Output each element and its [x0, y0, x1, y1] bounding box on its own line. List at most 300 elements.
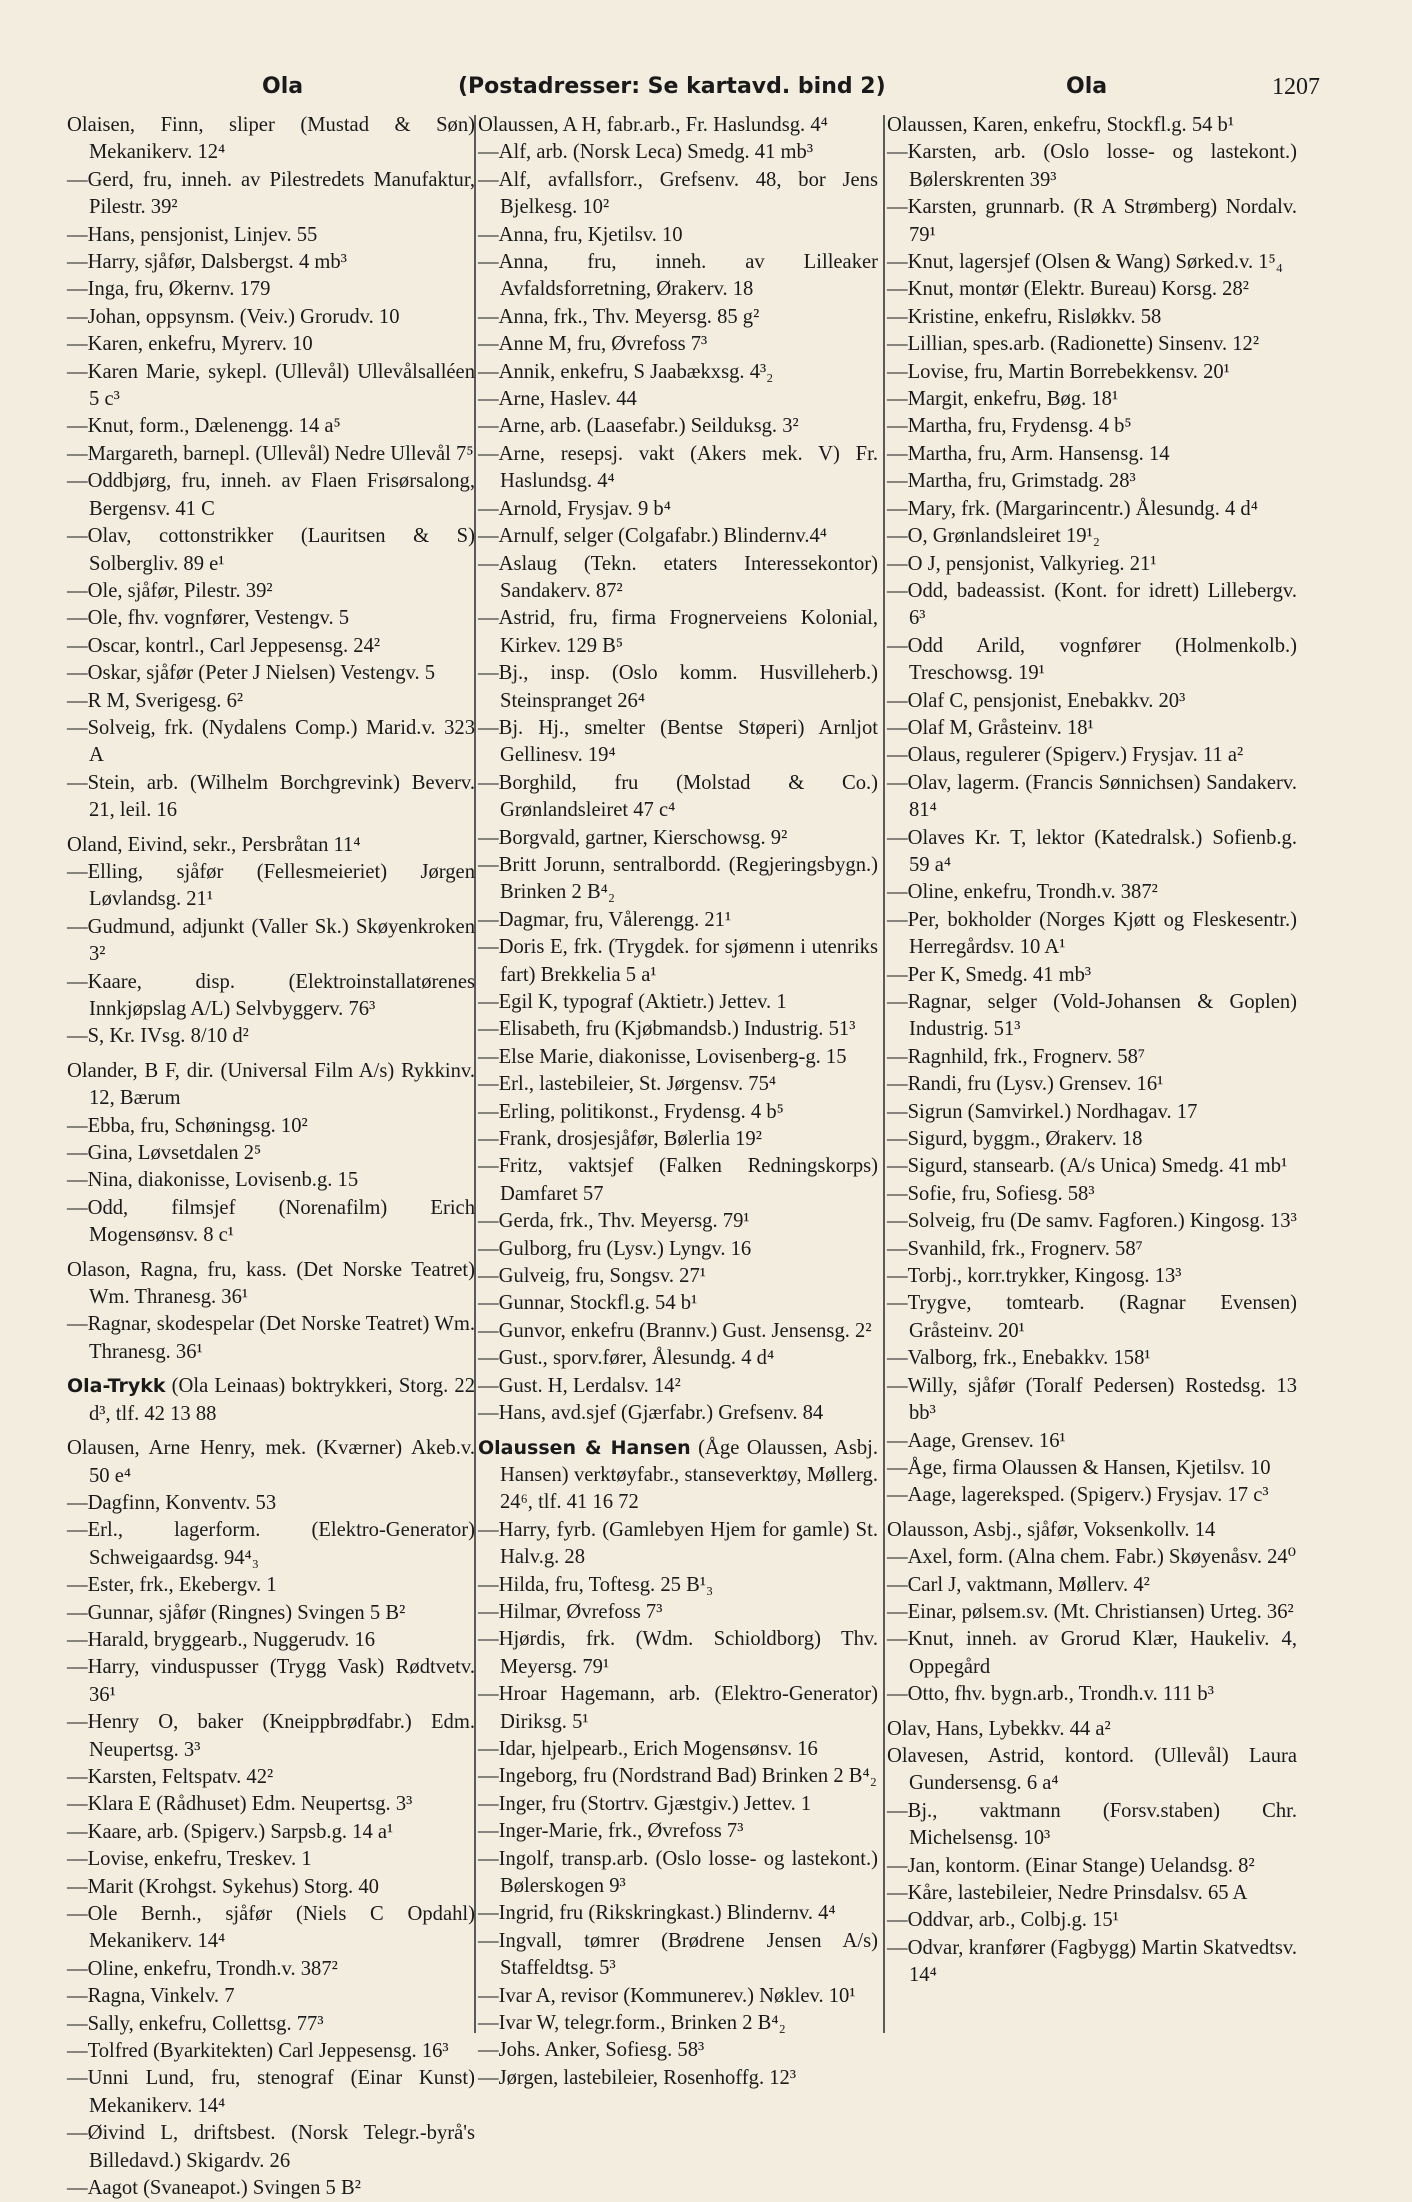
directory-entry: [67, 1846, 475, 1873]
directory-entry: [67, 276, 475, 303]
entry-text: —Ebba, fru, Schøningsg. 10²: [67, 1114, 308, 1137]
entry-text: —Hjørdis, frk. (Wdm. Schioldborg) Thv. Meyersg. 79¹: [478, 1628, 878, 1678]
entry-text: —Jan, kontorm. (Einar Stange) Uelandsg. 8²: [887, 1854, 1255, 1877]
directory-entry: [887, 633, 1297, 688]
entry-text: —Tolfred (Byarkitekten) Carl Jeppesensg. 16³: [67, 2040, 449, 2063]
entry-text: —Per K, Smedg. 41 mb³: [887, 963, 1092, 986]
directory-entry: [478, 1736, 878, 1763]
firm-name: Ola-Trykk: [67, 1375, 166, 1398]
entry-text: —Sigurd, stansearb. (A/s Unica) Smedg. 41 mb¹: [887, 1155, 1288, 1178]
directory-entry: [67, 2065, 475, 2120]
directory-entry: [67, 633, 475, 660]
entry-text: —Martha, fru, Arm. Hansensg. 14: [887, 442, 1170, 465]
directory-entry: [478, 413, 878, 440]
directory-entry: [67, 1167, 475, 1194]
directory-entry: [478, 2037, 878, 2064]
directory-entry: [887, 770, 1297, 825]
directory-entry: [887, 1181, 1297, 1208]
entry-text: —Aage, Grensev. 16¹: [887, 1429, 1066, 1452]
entry-text: —Inger-Marie, frk., Øvrefoss 7³: [478, 1820, 744, 1843]
entry-text: —Gunvor, enkefru (Brannv.) Gust. Jensensg. 2²: [478, 1319, 872, 1342]
directory-entry: [67, 832, 475, 859]
directory-entry: [478, 112, 878, 139]
entry-text: —O J, pensjonist, Valkyrieg. 21¹: [887, 552, 1157, 575]
entry-text: Olav, Hans, Lybekkv. 44 a²: [887, 1717, 1111, 1740]
entry-text: —Martha, fru, Grimstadg. 28³: [887, 470, 1136, 493]
directory-entry: [887, 331, 1297, 358]
entry-text: —Aagot (Svaneapot.) Svingen 5 B²: [67, 2177, 361, 2200]
directory-entry: [478, 989, 878, 1016]
directory-entry: [478, 249, 878, 304]
directory-entry: [478, 496, 878, 523]
entry-text: —Ole Bernh., sjåfør (Niels C Opdahl) Mekanikerv. 14⁴: [67, 1903, 475, 1953]
entry-text: Olausen, Arne Henry, mek. (Kværner) Akeb.v. 50 e⁴: [67, 1437, 475, 1487]
directory-entry: [67, 715, 475, 770]
entry-text: —Odd, filmsjef (Norenafilm) Erich Mogensønsv. 8 c¹: [67, 1196, 475, 1247]
directory-entry: [887, 1345, 1297, 1372]
entry-text: —Gudmund, adjunkt (Valler Sk.) Skøyenkroken 3²: [67, 915, 475, 966]
entry-text: —Odd, badeassist. (Kont. for idrett) Lillebergv. 6³: [887, 579, 1297, 630]
entry-text: —Unni Lund, fru, stenograf (Einar Kunst) Mekanikerv. 14⁴: [67, 2067, 475, 2117]
page-number: 1207: [1272, 74, 1320, 100]
entry-text: —Frank, drosjesjåfør, Bølerlia 19²: [478, 1128, 762, 1151]
directory-entry: [887, 962, 1297, 989]
directory-entry: [478, 304, 878, 331]
directory-entry: [478, 1435, 878, 1517]
running-head-left: Ola: [262, 74, 304, 99]
entry-text: —Bj., vaktmann (Forsv.staben) Chr. Michelsensg. 10³: [887, 1799, 1297, 1850]
running-head-right: Ola: [1066, 74, 1108, 99]
directory-entry: [67, 1311, 475, 1366]
column-divider: [883, 115, 885, 2033]
entry-text: —Britt Jorunn, sentralbordd. (Regjeringsbygn.) Brinken 2 B⁴₂: [478, 853, 878, 904]
directory-entry: [887, 523, 1297, 550]
directory-entry: [887, 1544, 1297, 1571]
entry-text: —Olav, lagerm. (Francis Sønnichsen) Sandakerv. 81⁴: [887, 771, 1297, 822]
entry-text: —Egil K, typograf (Aktietr.) Jettev. 1: [478, 991, 787, 1013]
entry-text: —Olaf C, pensjonist, Enebakkv. 20³: [887, 689, 1186, 712]
directory-entry: [67, 2175, 475, 2202]
entry-text: —Lillian, spes.arb. (Radionette) Sinsenv. 12²: [887, 333, 1260, 356]
directory-entry: [887, 715, 1297, 742]
entry-text: —Alf, avfallsforr., Grefsenv. 48, bor Jens Bjelkesg. 10²: [478, 168, 878, 219]
directory-entry: [887, 1880, 1297, 1907]
directory-entry: [67, 1901, 475, 1956]
directory-entry: [478, 660, 878, 715]
directory-column-2: [478, 112, 878, 2089]
directory-entry: [887, 1428, 1297, 1455]
entry-text: —Kåre, lastebileier, Nedre Prinsdalsv. 65 A: [887, 1882, 1248, 1904]
entry-text: —Kaare, disp. (Elektroinstallatørenes Innkjøpslag A/L) Selvbyggerv. 76³: [67, 970, 475, 1020]
entry-text: —Knut, inneh. av Grorud Klær, Haukeliv. 4, Oppegård: [887, 1628, 1297, 1678]
entry-text: —Karen Marie, sykepl. (Ullevål) Ullevålsalléen 5 c³: [67, 360, 475, 411]
entry-text: —Trygve, tomtearb. (Ragnar Evensen) Gråsteinv. 20¹: [887, 1292, 1297, 1342]
entry-text: —Elling, sjåfør (Fellesmeieriet) Jørgen Løvlandsg. 21¹: [67, 860, 475, 911]
entry-text: —Ole, fhv. vognfører, Vestengv. 5: [67, 607, 350, 630]
directory-entry: [887, 1099, 1297, 1126]
entry-text: —Randi, fru (Lysv.) Grensev. 16¹: [887, 1073, 1164, 1096]
directory-entry: [67, 1257, 475, 1312]
directory-entry: [887, 1071, 1297, 1098]
entry-text: —Einar, pølsem.sv. (Mt. Christiansen) Urteg. 36²: [887, 1600, 1294, 1623]
entry-text: —Ingvall, tømrer (Brødrene Jensen A/s) Staffeldtsg. 5³: [478, 1929, 878, 1980]
entry-text: —Martha, fru, Frydensg. 4 b⁵: [887, 415, 1132, 438]
directory-entry: [478, 331, 878, 358]
entry-text: Oland, Eivind, sekr., Persbråtan 11⁴: [67, 833, 361, 856]
directory-entry: [67, 413, 475, 440]
entry-text: —Bj., insp. (Oslo komm. Husvilleherb.) Steinspranget 26⁴: [478, 662, 878, 712]
directory-entry: [478, 605, 878, 660]
directory-entry: [478, 1517, 878, 1572]
directory-entry: [67, 578, 475, 605]
directory-entry: [67, 1490, 475, 1517]
entry-text: —Solveig, fru (De samv. Fagforen.) Kingosg. 13³: [887, 1210, 1297, 1233]
directory-entry: [478, 441, 878, 496]
entry-text: —Hilmar, Øvrefoss 7³: [478, 1600, 663, 1623]
directory-entry: [887, 1681, 1297, 1708]
directory-entry: [67, 1627, 475, 1654]
directory-entry: [478, 770, 878, 825]
directory-entry: [67, 1195, 475, 1250]
entry-text: —Fritz, vaktsjef (Falken Redningskorps) Damfaret 57: [478, 1155, 878, 1205]
directory-entry: [67, 304, 475, 331]
directory-column-1: [67, 112, 475, 2200]
directory-entry: [887, 1455, 1297, 1482]
directory-entry: [887, 879, 1297, 906]
entry-text: —Doris E, frk. (Trygdek. for sjømenn i utenriks fart) Brekkelia 5 a¹: [478, 936, 878, 986]
entry-text: —Nina, diakonisse, Lovisenb.g. 15: [67, 1169, 359, 1192]
directory-entry: [67, 167, 475, 222]
directory-entry: [887, 496, 1297, 523]
directory-entry: [67, 2120, 475, 2175]
entry-text: —Hans, pensjonist, Linjev. 55: [67, 223, 318, 246]
directory-column-3: [887, 112, 1297, 2032]
entry-text: —Axel, form. (Alna chem. Fabr.) Skøyenåsv. 24⁰: [887, 1546, 1296, 1569]
directory-entry: [478, 551, 878, 606]
entry-text: Olaisen, Finn, sliper (Mustad & Søn) Mekanikerv. 12⁴: [67, 114, 475, 164]
entry-text: —Olaf M, Gråsteinv. 18¹: [887, 716, 1094, 739]
entry-text: —Marit (Krohgst. Sykehus) Storg. 40: [67, 1875, 379, 1898]
entry-text: —Arnulf, selger (Colgafabr.) Blindernv.4⁴: [478, 525, 827, 548]
directory-entry: [478, 1153, 878, 1208]
directory-entry: [887, 1935, 1297, 1990]
entry-text: —Hans, avd.sjef (Gjærfabr.) Grefsenv. 84: [478, 1402, 824, 1425]
directory-entry: [478, 2010, 878, 2037]
directory-entry: [67, 1791, 475, 1818]
entry-text: —Ole, sjåfør, Pilestr. 39²: [67, 579, 273, 602]
entry-text: —Sigurd, byggm., Ørakerv. 18: [887, 1128, 1143, 1151]
directory-entry: [887, 1263, 1297, 1290]
directory-entry: [478, 1290, 878, 1317]
entry-text: —Ingeborg, fru (Nordstrand Bad) Brinken 2 B⁴₂: [478, 1765, 877, 1788]
entry-text: —Knut, form., Dælenengg. 14 a⁵: [67, 415, 341, 438]
directory-entry: [478, 523, 878, 550]
directory-entry: [478, 1928, 878, 1983]
directory-entry: [478, 222, 878, 249]
directory-entry: [67, 1654, 475, 1709]
entry-text: —Gunnar, sjåfør (Ringnes) Svingen 5 B²: [67, 1601, 406, 1624]
directory-entry: [478, 934, 878, 989]
entry-text: —Olaus, regulerer (Spigerv.) Frysjav. 11 a²: [887, 744, 1244, 767]
entry-text: —Odvar, kranfører (Fagbygg) Martin Skatvedtsv. 14⁴: [887, 1936, 1297, 1987]
directory-entry: [67, 441, 475, 468]
entry-text: —Harry, vinduspusser (Trygg Vask) Rødtvetv. 36¹: [67, 1656, 475, 1706]
entry-text: —Hroar Hagemann, arb. (Elektro-Generator) Diriksg. 5¹: [478, 1683, 878, 1733]
entry-text: —Gerd, fru, inneh. av Pilestredets Manufaktur, Pilestr. 39²: [67, 168, 475, 219]
entry-text: —R M, Sverigesg. 6²: [67, 689, 244, 712]
entry-text: —Lovise, enkefru, Treskev. 1: [67, 1848, 312, 1871]
entry-text: Olander, B F, dir. (Universal Film A/s) Rykkinv. 12, Bærum: [67, 1059, 475, 1110]
directory-entry: [887, 1517, 1297, 1544]
directory-entry: [887, 551, 1297, 578]
entry-text: —Ingrid, fru (Rikskringkast.) Blindernv. 4⁴: [478, 1902, 836, 1925]
entry-text: —Svanhild, frk., Frognerv. 58⁷: [887, 1237, 1143, 1260]
directory-entry: [478, 139, 878, 166]
directory-entry: [478, 1400, 878, 1427]
directory-entry: [478, 1983, 878, 2010]
directory-entry: [478, 1818, 878, 1845]
entry-text: —Solveig, frk. (Nydalens Comp.) Marid.v. 323 A: [67, 716, 475, 767]
entry-text: —Harry, fyrb. (Gamlebyen Hjem for gamle) St. Halv.g. 28: [478, 1518, 878, 1569]
entry-text: —Oscar, kontrl., Carl Jeppesensg. 24²: [67, 634, 381, 657]
directory-entry: [478, 1345, 878, 1372]
directory-entry: [887, 688, 1297, 715]
directory-entry: [478, 359, 878, 386]
directory-entry: [67, 249, 475, 276]
entry-text: Olausson, Asbj., sjåfør, Voksenkollv. 14: [887, 1518, 1216, 1541]
directory-entry: [67, 2011, 475, 2038]
directory-entry: [887, 578, 1297, 633]
directory-entry: [887, 249, 1297, 276]
directory-entry: [67, 1113, 475, 1140]
directory-entry: [67, 660, 475, 687]
directory-entry: [887, 1153, 1297, 1180]
directory-entry: [887, 194, 1297, 249]
entry-text: —Anna, fru, inneh. av Lilleaker Avfaldsforretning, Ørakerv. 18: [478, 251, 878, 301]
entry-text: —Astrid, fru, firma Frognerveiens Kolonial, Kirkev. 129 B⁵: [478, 607, 878, 657]
entry-text: Olason, Ragna, fru, kass. (Det Norske Teatret) Wm. Thranesg. 36¹: [67, 1258, 475, 1309]
directory-entry: [887, 1373, 1297, 1428]
directory-entry: [887, 1290, 1297, 1345]
directory-entry: [67, 1572, 475, 1599]
directory-entry: [887, 112, 1297, 139]
directory-entry: [887, 1208, 1297, 1235]
directory-entry: [478, 1681, 878, 1736]
directory-entry: [478, 825, 878, 852]
directory-entry: [67, 1058, 475, 1113]
entry-text: —Ester, frk., Ekebergv. 1: [67, 1574, 277, 1597]
directory-entry: [67, 1140, 475, 1167]
entry-text: —Alf, arb. (Norsk Leca) Smedg. 41 mb³: [478, 141, 814, 164]
entry-text: —Arne, arb. (Laasefabr.) Seilduksg. 3²: [478, 415, 799, 438]
entry-text: —Oline, enkefru, Trondh.v. 387²: [887, 881, 1158, 904]
entry-text: —Erl., lastebileier, St. Jørgensv. 75⁴: [478, 1073, 777, 1096]
directory-entry: [478, 1572, 878, 1599]
entry-text: —Ragnar, selger (Vold-Johansen & Goplen) Industrig. 51³: [887, 991, 1297, 1041]
directory-entry: [478, 1099, 878, 1126]
directory-entry: [887, 139, 1297, 194]
entry-text: —Karsten, arb. (Oslo losse- og lastekont.) Bølerskrenten 39³: [887, 141, 1297, 191]
directory-entry: [478, 1900, 878, 1927]
entry-text: —Borgvald, gartner, Kierschowsg. 9²: [478, 826, 788, 849]
directory-entry: [478, 1318, 878, 1345]
directory-entry: [887, 742, 1297, 769]
directory-entry: [887, 1798, 1297, 1853]
entry-text: —Else Marie, diakonisse, Lovisenberg-g. 15: [478, 1045, 847, 1068]
directory-entry: [67, 1600, 475, 1627]
directory-entry: [67, 1435, 475, 1490]
entry-text: —Anne M, fru, Øvrefoss 7³: [478, 333, 708, 356]
entry-text: —Dagfinn, Konventv. 53: [67, 1491, 277, 1514]
directory-entry: [887, 1126, 1297, 1153]
entry-text: —Johan, oppsynsm. (Veiv.) Grorudv. 10: [67, 305, 400, 328]
directory-entry: [67, 770, 475, 825]
entry-text: —Dagmar, fru, Vålerengg. 21¹: [478, 908, 732, 931]
directory-entry: [478, 1016, 878, 1043]
entry-text: —Inga, fru, Økernv. 179: [67, 278, 271, 301]
directory-entry: [887, 468, 1297, 495]
entry-text: —Erl., lagerform. (Elektro-Generator) Schweigaardsg. 94⁴₃: [67, 1519, 475, 1569]
entry-text: —Elisabeth, fru (Kjøbmandsb.) Industrig. 51³: [478, 1018, 856, 1041]
entry-text: —Oline, enkefru, Trondh.v. 387²: [67, 1957, 338, 1980]
entry-text: —Sofie, fru, Sofiesg. 58³: [887, 1182, 1095, 1205]
directory-entry: [67, 1373, 475, 1428]
directory-entry: [478, 1208, 878, 1235]
directory-entry: [887, 304, 1297, 331]
entry-text: —Øivind L, driftsbest. (Norsk Telegr.-byrå's Billedavd.) Skigardv. 26: [67, 2122, 475, 2172]
directory-entry: [67, 1709, 475, 1764]
entry-text: —Olaves Kr. T, lektor (Katedralsk.) Sofienb.g. 59 a⁴: [887, 826, 1297, 876]
entry-text: —Karen, enkefru, Myrerv. 10: [67, 333, 313, 356]
entry-text: —Sally, enkefru, Collettsg. 77³: [67, 2012, 324, 2035]
entry-text: —Olav, cottonstrikker (Lauritsen & S) Solbergliv. 89 e¹: [67, 525, 475, 575]
entry-text: —S, Kr. IVsg. 8/10 d²: [67, 1025, 249, 1048]
directory-entry: [67, 331, 475, 358]
directory-entry: [67, 359, 475, 414]
entry-text: —O, Grønlandsleiret 19¹₂: [887, 525, 1100, 548]
directory-entry: [887, 1044, 1297, 1071]
directory-entry: [478, 386, 878, 413]
directory-entry: [887, 359, 1297, 386]
directory-entry: [67, 1874, 475, 1901]
directory-entry: [67, 1764, 475, 1791]
directory-entry: [67, 605, 475, 632]
entry-text: —Ivar W, telegr.form., Brinken 2 B⁴₂: [478, 2012, 786, 2035]
directory-entry: [887, 386, 1297, 413]
entry-text: —Margareth, barnepl. (Ullevål) Nedre Ullevål 7⁵: [67, 442, 474, 465]
entry-text: —Karsten, grunnarb. (R A Strømberg) Nordalv. 79¹: [887, 196, 1297, 246]
entry-text: —Kaare, arb. (Spigerv.) Sarpsb.g. 14 a¹: [67, 1820, 394, 1843]
directory-entry: [67, 1517, 475, 1572]
entry-text: —Gerda, frk., Thv. Meyersg. 79¹: [478, 1210, 750, 1233]
directory-entry: [67, 1023, 475, 1050]
entry-text: —Inger, fru (Stortrv. Gjæstgiv.) Jettev. 1: [478, 1792, 812, 1815]
entry-text: (Ola Leinaas) boktrykkeri, Storg. 22 d³, tlf. 42 13 88: [89, 1375, 475, 1425]
directory-entry: [478, 1263, 878, 1290]
directory-entry: [887, 1236, 1297, 1263]
directory-entry: [67, 859, 475, 914]
directory-entry: [478, 1071, 878, 1098]
directory-entry: [478, 1626, 878, 1681]
directory-entry: [67, 468, 475, 523]
directory-entry: [887, 1743, 1297, 1798]
entry-text: —Arnold, Frysjav. 9 b⁴: [478, 497, 671, 520]
entry-text: —Ragna, Vinkelv. 7: [67, 1985, 235, 2008]
entry-text: —Arne, Haslev. 44: [478, 388, 637, 411]
directory-entry: [478, 1126, 878, 1153]
entry-text: —Henry O, baker (Kneippbrødfabr.) Edm. Neupertsg. 3³: [67, 1711, 475, 1761]
directory-entry: [67, 914, 475, 969]
directory-entry: [67, 112, 475, 167]
directory-entry: [67, 222, 475, 249]
entry-text: —Arne, resepsj. vakt (Akers mek. V) Fr. Haslundsg. 4⁴: [478, 442, 878, 493]
firm-name: Olaussen & Hansen: [478, 1436, 691, 1459]
directory-entry: [478, 907, 878, 934]
entry-text: —Johs. Anker, Sofiesg. 58³: [478, 2039, 705, 2062]
directory-entry: [67, 969, 475, 1024]
directory-entry: [67, 1983, 475, 2010]
entry-text: —Gust. H, Lerdalsv. 14²: [478, 1374, 681, 1397]
entry-text: —Gina, Løvsetdalen 2⁵: [67, 1142, 262, 1165]
entry-text: —Klara E (Rådhuset) Edm. Neupertsg. 3³: [67, 1793, 413, 1816]
entry-text: —Knut, montør (Elektr. Bureau) Korsg. 28²: [887, 278, 1249, 301]
entry-text: —Oskar, sjåfør (Peter J Nielsen) Vestengv. 5: [67, 662, 436, 685]
directory-entry: [67, 1819, 475, 1846]
entry-text: —Erling, politikonst., Frydensg. 4 b⁵: [478, 1100, 784, 1123]
entry-text: —Willy, sjåfør (Toralf Pedersen) Rostedsg. 13 bb³: [887, 1374, 1297, 1425]
entry-text: Olaussen, A H, fabr.arb., Fr. Haslundsg. 4⁴: [478, 114, 828, 136]
directory-entry: [478, 1373, 878, 1400]
entry-text: Olaussen, Karen, enkefru, Stockfl.g. 54 b¹: [887, 114, 1235, 136]
entry-text: —Ivar A, revisor (Kommunerev.) Nøklev. 10¹: [478, 1984, 856, 2007]
entry-text: —Jørgen, lastebileier, Rosenhoffg. 12³: [478, 2066, 797, 2089]
entry-text: Olavesen, Astrid, kontord. (Ullevål) Laura Gundersensg. 6 a⁴: [887, 1744, 1297, 1795]
entry-text: —Torbj., korr.trykker, Kingosg. 13³: [887, 1265, 1182, 1288]
entry-text: —Anna, fru, Kjetilsv. 10: [478, 223, 683, 246]
directory-entry: [887, 989, 1297, 1044]
entry-text: —Per, bokholder (Norges Kjøtt og Fleskesentr.) Herregårdsv. 10 A¹: [887, 908, 1297, 959]
entry-text: —Lovise, fru, Martin Borrebekkensv. 20¹: [887, 360, 1230, 383]
entry-text: —Otto, fhv. bygn.arb., Trondh.v. 111 b³: [887, 1683, 1214, 1706]
entry-text: —Sigrun (Samvirkel.) Nordhagav. 17: [887, 1100, 1198, 1123]
directory-entry: [478, 2065, 878, 2092]
entry-text: —Ingolf, transp.arb. (Oslo losse- og lastekont.) Bølerskogen 9³: [478, 1847, 878, 1897]
directory-entry: [887, 276, 1297, 303]
entry-text: (Åge Olaussen, Asbj. Hansen) verktøyfabr., stanseverktøy, Møllerg. 24⁶, tlf. 41 16 72: [500, 1436, 878, 1514]
directory-entry: [478, 715, 878, 770]
entry-text: —Anna, frk., Thv. Meyersg. 85 g²: [478, 305, 760, 328]
directory-entry: [478, 1044, 878, 1071]
entry-text: —Valborg, frk., Enebakkv. 158¹: [887, 1347, 1151, 1370]
entry-text: —Ragnhild, frk., Frognerv. 58⁷: [887, 1045, 1146, 1068]
entry-text: —Idar, hjelpearb., Erich Mogensønsv. 16: [478, 1737, 818, 1760]
directory-entry: [887, 1626, 1297, 1681]
directory-entry: [887, 1482, 1297, 1509]
entry-text: —Gust., sporv.fører, Ålesundg. 4 d⁴: [478, 1347, 775, 1370]
directory-entry: [887, 1599, 1297, 1626]
entry-text: —Borghild, fru (Molstad & Co.) Grønlandsleiret 47 c⁴: [478, 771, 878, 822]
running-head-center: (Postadresser: Se kartavd. bind 2): [458, 74, 886, 99]
entry-text: —Karsten, Feltspatv. 42²: [67, 1765, 274, 1788]
entry-text: —Bj. Hj., smelter (Bentse Støperi) Arnljot Gellinesv. 19⁴: [478, 716, 878, 767]
entry-text: —Aage, lagereksped. (Spigerv.) Frysjav. 17 c³: [887, 1484, 1269, 1507]
entry-text: —Gulborg, fru (Lysv.) Lyngv. 16: [478, 1237, 752, 1260]
directory-entry: [478, 167, 878, 222]
directory-entry: [887, 413, 1297, 440]
directory-entry: [478, 1846, 878, 1901]
directory-entry: [67, 1956, 475, 1983]
entry-text: —Odd Arild, vognfører (Holmenkolb.) Treschowsg. 19¹: [887, 634, 1297, 685]
